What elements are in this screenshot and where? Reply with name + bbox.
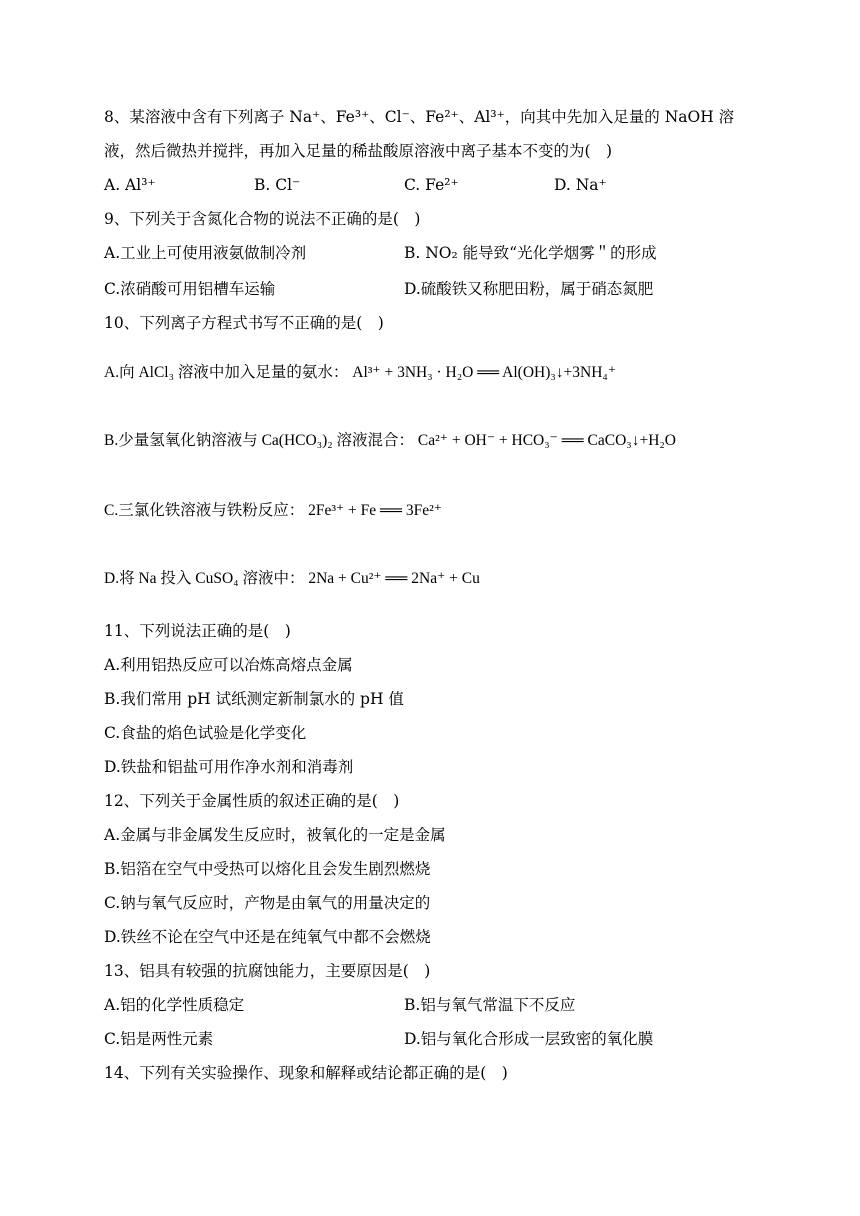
q13-option-a: A.铝的化学性质稳定 bbox=[104, 996, 245, 1014]
q8-stem-line-1: 8、某溶液中含有下列离子 Na⁺、Fe³⁺、Cl⁻、Fe²⁺、Al³⁺，向其中先加入足量的 NaOH 溶 bbox=[104, 108, 735, 126]
q8-option-b: B. Cl⁻ bbox=[254, 176, 301, 194]
q9-option-b: B. NO₂ 能导致“光化学烟雾＂的形成 bbox=[404, 244, 657, 262]
q10-option-b-equation: Ca²⁺ + OH⁻ + HCO₃⁻ ══ CaCO₃↓+H₂O bbox=[417, 432, 676, 449]
q11-option-d: D.铁盐和铝盐可用作净水剂和消毒剂 bbox=[104, 758, 354, 776]
q9-option-d: D.硫酸铁又称肥田粉，属于硝态氮肥 bbox=[404, 280, 654, 298]
q10-option-a-equation: Al³⁺ + 3NH₃ · H₂O ══ Al(OH)₃↓+3NH₄⁺ bbox=[352, 364, 616, 381]
q8-option-d: D. Na⁺ bbox=[554, 176, 607, 194]
q10-option-c bbox=[104, 500, 442, 522]
q13-option-c: C.铝是两性元素 bbox=[104, 1030, 214, 1048]
q8-option-c: C. Fe²⁺ bbox=[404, 176, 459, 194]
q10-option-d bbox=[104, 568, 480, 590]
q10-stem: 10、下列离子方程式书写不正确的是( ) bbox=[104, 314, 384, 332]
q12-option-c: C.钠与氧气反应时，产物是由氧气的用量决定的 bbox=[104, 894, 431, 912]
q10-option-b-label: B.少量氢氧化钠溶液与 Ca(HCO₃)₂ 溶液混合： bbox=[104, 432, 415, 449]
q9-option-c: C.浓硝酸可用铝槽车运输 bbox=[104, 280, 276, 298]
q10-option-c-label: C.三氯化铁溶液与铁粉反应： bbox=[104, 502, 305, 519]
q14-stem: 14、下列有关实验操作、现象和解释或结论都正确的是( ) bbox=[104, 1064, 508, 1082]
q11-option-b: B.我们常用 pH 试纸测定新制氯水的 pH 值 bbox=[104, 690, 404, 708]
q10-option-a bbox=[104, 362, 616, 384]
q12-option-d: D.铁丝不论在空气中还是在纯氧气中都不会燃烧 bbox=[104, 928, 431, 946]
q8-option-a: A. Al³⁺ bbox=[104, 176, 156, 194]
q11-stem: 11、下列说法正确的是( ) bbox=[104, 622, 291, 640]
q12-stem: 12、下列关于金属性质的叙述正确的是( ) bbox=[104, 792, 400, 810]
q10-option-d-equation: 2Na + Cu²⁺ ══ 2Na⁺ + Cu bbox=[308, 570, 480, 587]
q12-option-a: A.金属与非金属发生反应时，被氧化的一定是金属 bbox=[104, 826, 446, 844]
q11-option-a: A.利用铝热反应可以冶炼高熔点金属 bbox=[104, 656, 353, 674]
q10-option-a-label: A.向 AlCl₃ 溶液中加入足量的氨水： bbox=[104, 364, 349, 381]
q10-option-d-label: D.将 Na 投入 CuSO₄ 溶液中： bbox=[104, 570, 305, 587]
q9-stem: 9、下列关于含氮化合物的说法不正确的是( ) bbox=[104, 210, 421, 228]
q12-option-b: B.铝箔在空气中受热可以熔化且会发生剧烈燃烧 bbox=[104, 860, 431, 878]
q10-option-c-equation: 2Fe³⁺ + Fe ══ 3Fe²⁺ bbox=[308, 502, 442, 519]
q13-option-d: D.铝与氧化合形成一层致密的氧化膜 bbox=[404, 1030, 654, 1048]
q13-stem: 13、铝具有较强的抗腐蚀能力，主要原因是( ) bbox=[104, 962, 431, 980]
q11-option-c: C.食盐的焰色试验是化学变化 bbox=[104, 724, 307, 742]
q10-option-b bbox=[104, 430, 676, 452]
q13-option-b: B.铝与氧气常温下不反应 bbox=[404, 996, 576, 1014]
q8-stem-line-2: 液，然后微热并搅拌，再加入足量的稀盐酸原溶液中离子基本不变的为( ) bbox=[104, 142, 613, 160]
q9-option-a: A.工业上可使用液氨做制冷剂 bbox=[104, 244, 307, 262]
